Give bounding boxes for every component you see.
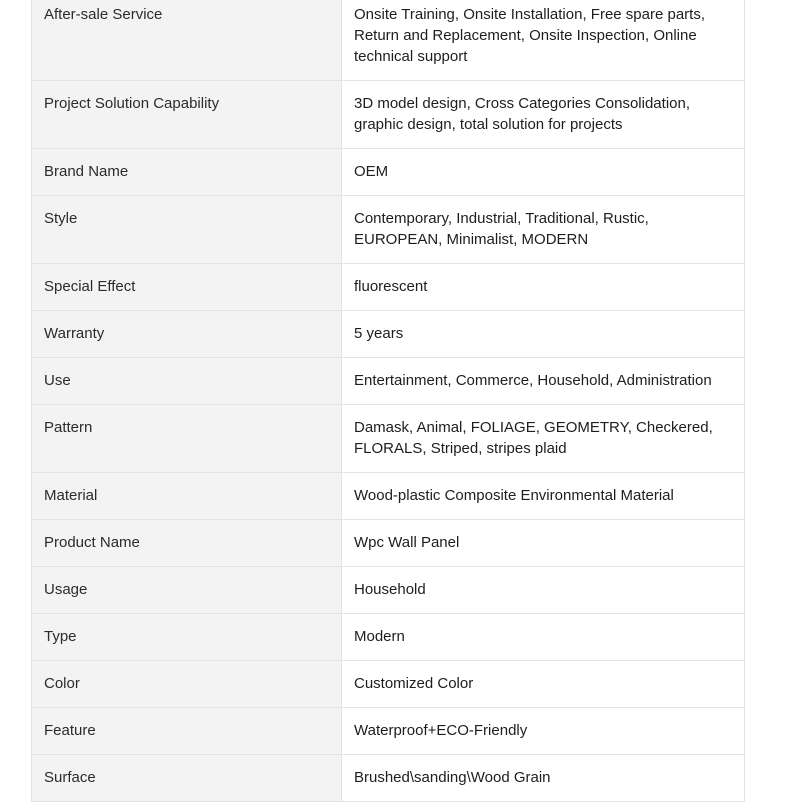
spec-label: Feature: [32, 708, 342, 755]
spec-value: Contemporary, Industrial, Traditional, Rustic, EUROPEAN, Minimalist, MODERN: [342, 196, 745, 264]
spec-label: Pattern: [32, 405, 342, 473]
spec-value: OEM: [342, 149, 745, 196]
spec-label: Project Solution Capability: [32, 81, 342, 149]
spec-label: Brand Name: [32, 149, 342, 196]
spec-value: fluorescent: [342, 264, 745, 311]
table-row: [32, 311, 745, 358]
spec-value: Wood-plastic Composite Environmental Material: [342, 473, 745, 520]
table-row: [32, 755, 745, 802]
spec-value: Onsite Training, Onsite Installation, Free spare parts, Return and Replacement, Onsite Inspection, Online technical support: [342, 0, 745, 81]
spec-value: Modern: [342, 614, 745, 661]
table-row: [32, 149, 745, 196]
table-row: [32, 405, 745, 473]
spec-label: Type: [32, 614, 342, 661]
table-row: [32, 358, 745, 405]
spec-label: Usage: [32, 567, 342, 614]
spec-value: 3D model design, Cross Categories Consolidation, graphic design, total solution for projects: [342, 81, 745, 149]
table-row: [32, 520, 745, 567]
spec-value: Customized Color: [342, 661, 745, 708]
spec-label: Surface: [32, 755, 342, 802]
spec-value: 5 years: [342, 311, 745, 358]
table-row: [32, 0, 745, 81]
spec-value: Damask, Animal, FOLIAGE, GEOMETRY, Checkered, FLORALS, Striped, stripes plaid: [342, 405, 745, 473]
table-row: [32, 567, 745, 614]
spec-label: Use: [32, 358, 342, 405]
spec-label: Style: [32, 196, 342, 264]
product-spec-table: [31, 0, 745, 802]
spec-value: Entertainment, Commerce, Household, Administration: [342, 358, 745, 405]
spec-label: After-sale Service: [32, 0, 342, 81]
table-row: [32, 81, 745, 149]
spec-value: Waterproof+ECO-Friendly: [342, 708, 745, 755]
spec-value: Wpc Wall Panel: [342, 520, 745, 567]
table-row: [32, 473, 745, 520]
spec-value: Brushed\sanding\Wood Grain: [342, 755, 745, 802]
table-row: [32, 264, 745, 311]
spec-label: Product Name: [32, 520, 342, 567]
spec-label: Warranty: [32, 311, 342, 358]
table-row: [32, 708, 745, 755]
spec-value: Household: [342, 567, 745, 614]
table-row: [32, 196, 745, 264]
table-row: [32, 661, 745, 708]
table-row: [32, 614, 745, 661]
spec-label: Material: [32, 473, 342, 520]
spec-label: Special Effect: [32, 264, 342, 311]
spec-label: Color: [32, 661, 342, 708]
